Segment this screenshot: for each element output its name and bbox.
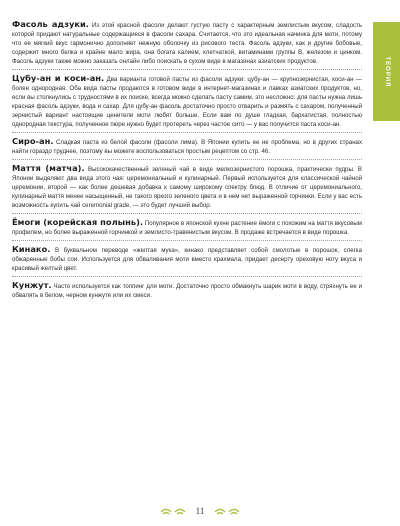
- entry-term: Сиро-ан.: [12, 136, 54, 146]
- glossary-entry-shiroan: [12, 137, 362, 160]
- glossary-entry-sesame: [12, 281, 362, 303]
- glossary-entry-yomogi: [12, 218, 362, 241]
- entry-term: Маття (матча).: [12, 163, 85, 173]
- wave-ornament-left-icon: [160, 507, 186, 515]
- entry-term: Кинако.: [12, 244, 51, 254]
- glossary-entry-matcha: [12, 164, 362, 214]
- glossary-entry-tsubuan-koshian: [12, 74, 362, 133]
- glossary-entry-kinako: [12, 245, 362, 277]
- entry-text: Сладкая паста из белой фасоли (фасоли лима). В Японии купить ее не проблема, но в других странах найти гораздо труднее, поэтому вы можете воспользоваться простым рецептом со стр. 46.: [12, 139, 362, 155]
- entry-term: Ёмоги (корейская полынь).: [12, 217, 144, 227]
- entry-text: Два варианта готовой пасты из фасоли адзуки: цубу-ан — крупнозернистая, коси-ан — более однородная. Оба вида пасты продаются в готовом виде в интернет-магазинах и лавках азиатских продуктов, но, если вы столкнулись с трудностями в их поиске, всегда можно сделать пасту самим, это несложно: для пасты нужна лишь красная фасоль адзуки, вода и сахар. Для цубу-ан фасоль достаточно просто отварить и размять с сахаром, полученный зернистый вариант настоящие ценители моти любят больше. Если вам по душе гладкая, бархатистая, полностью однородная текстура, полученное пюре нужно будет протереть через частое сито — у вас получится паста коси-ан.: [12, 76, 363, 128]
- entry-text: Часто используется как топпинг для моти. Достаточно просто обмакнуть шарик моти в воду, стряхнуть ее и обвалять в белом, черном кунжуте или их смеси.: [12, 283, 362, 299]
- entry-term: Кунжут.: [12, 280, 52, 290]
- entry-term: Фасоль адзуки.: [12, 19, 89, 29]
- glossary: [12, 20, 362, 307]
- entry-term: Цубу-ан и коси-ан.: [12, 73, 105, 83]
- section-tab-label: ТЕОРИЯ: [383, 56, 390, 87]
- entry-text: Высококачественный зеленый чай в виде мелкозернистого порошка, практически пудры. В Японии выделяют два вида этого чая: церемониальный и кулинарный. Первый используется для классической чайной церемонии, второй — как более дешевая добавка к самому широкому спектру блюд. В отличие от церемониального, кулинарный маття менее насыщенный, не такого яркого зеленого цвета и в нем нет выраженной горчинки. Если у вас есть возможность купить чай ceremonial grade, — это будет лучший выбор.: [12, 166, 362, 209]
- wave-ornament-right-icon: [214, 507, 240, 515]
- section-tab: [373, 22, 400, 121]
- page-footer: [0, 506, 400, 516]
- entry-text: Из этой красной фасоли делают густую пасту с характерным землистым вкусом, сладость которой придают натуральные содержащиеся в фасоли сахара. Считается, что это идеальная начинка для моти, потому что ее мягкий вкус гармонично дополняет нежную оболочку из рисового теста. Фасоль адзуки, как и другие бобовые, содержит много белка и крайне мало жира, она богата калием, клетчаткой, витаминами группы В, железом и цинком. Фасоль адзуки также можно заказать онлайн либо поискать в сухом виде в магазинах азиатских продуктов.: [12, 22, 362, 65]
- page-number: 11: [195, 506, 205, 516]
- entry-text: Популярное в японской кухне растение ёмоги с похожим на маття вкусовым профилем, но более выраженной горчинкой и землисто-травянистым вкусом. В продаже встречается в виде порошка.: [12, 220, 362, 236]
- entry-text: В буквальном переводе «желтая мука», кинако представляет собой смолотые в порошок, слегка обжаренные бобы сои. Используется для обваливания моти вместо крахмала, придает десерту ореховую ноту вкуса и красивый желтый цвет.: [12, 247, 362, 272]
- glossary-entry-adzuki: [12, 20, 362, 70]
